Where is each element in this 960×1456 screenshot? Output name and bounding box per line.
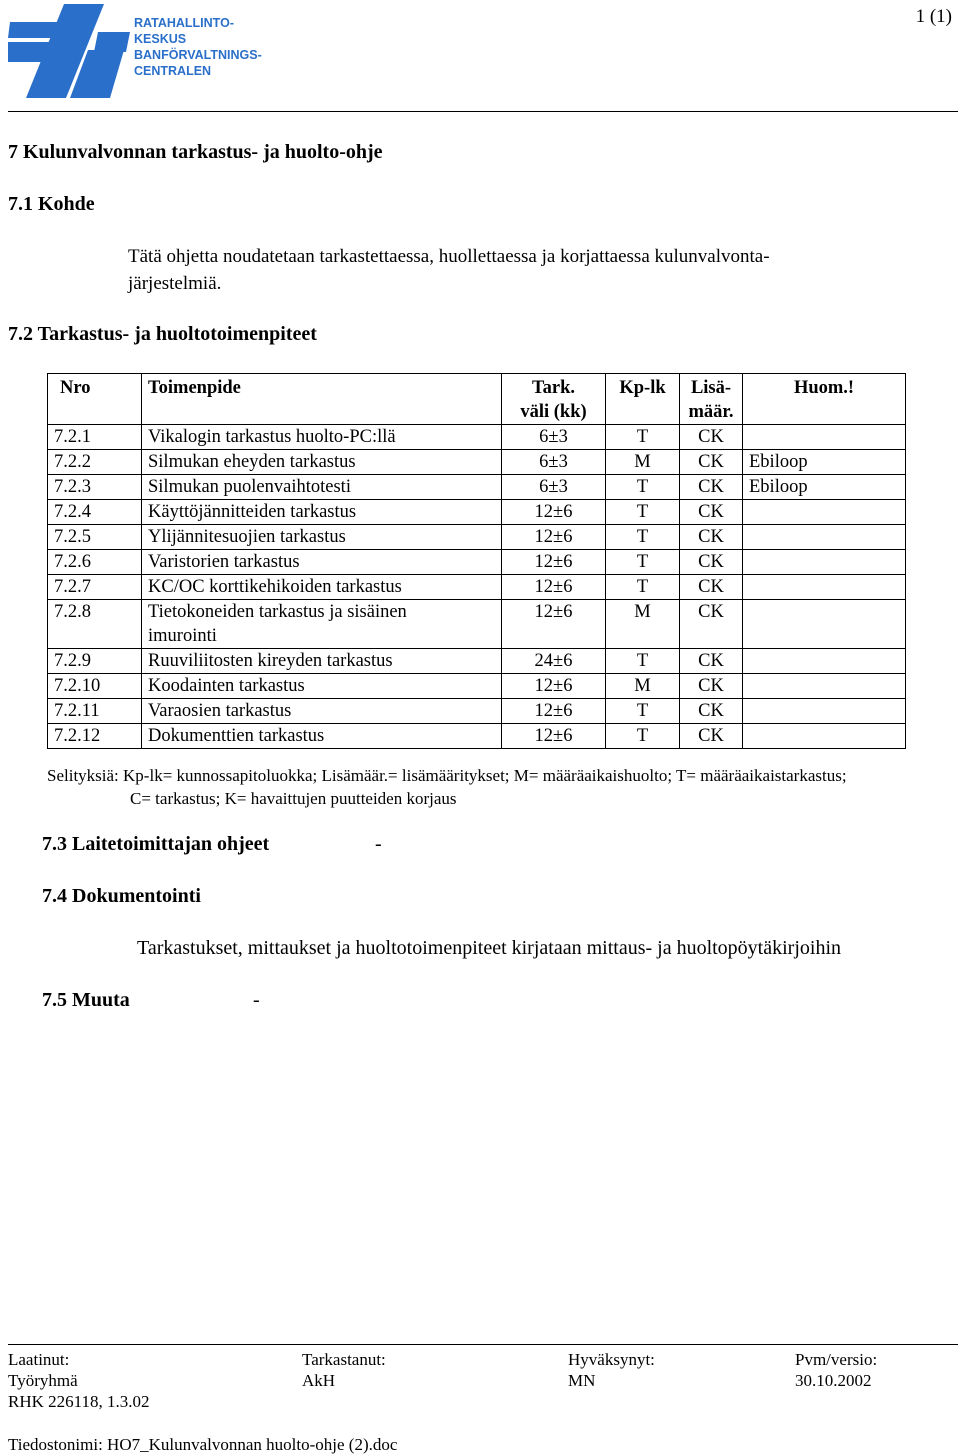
header-huom — [743, 374, 906, 425]
cell-huom — [743, 550, 906, 575]
cell-huom — [743, 525, 906, 550]
table-row — [48, 425, 906, 450]
cell-huom — [743, 450, 906, 475]
cell-toimenpide — [142, 600, 502, 649]
cell-nro-text: 7.2.2 — [54, 452, 91, 472]
cell-nro-text: 7.2.10 — [54, 676, 101, 696]
table-row — [48, 674, 906, 699]
cell-tark-vali — [502, 425, 606, 450]
header-tark-line-2: väli (kk) — [520, 402, 587, 422]
footer-divider — [8, 1344, 958, 1345]
cell-toimenpide-text: Käyttöjännitteiden tarkastus — [148, 502, 357, 522]
cell-tark-vali-text: 24±6 — [534, 651, 573, 671]
cell-kplk — [606, 699, 680, 724]
cell-tark-vali-text: 12±6 — [534, 676, 573, 696]
cell-kplk — [606, 450, 680, 475]
cell-nro — [48, 425, 142, 450]
table-row — [48, 550, 906, 575]
cell-kplk — [606, 500, 680, 525]
cell-nro — [48, 450, 142, 475]
cell-kplk — [606, 600, 680, 649]
section-7-3-title: 7.3 Laitetoimittajan ohjeet — [42, 833, 270, 855]
cell-lisamaar-text: CK — [698, 651, 724, 671]
cell-toimenpide-text: Vikalogin tarkastus huolto-PC:llä — [148, 427, 396, 447]
section-7-1-title: 7.1 Kohde — [8, 193, 95, 215]
cell-lisamaar-text: CK — [698, 676, 724, 696]
cell-tark-vali — [502, 724, 606, 749]
cell-tark-vali-text: 6±3 — [539, 452, 568, 472]
cell-lisamaar — [680, 575, 743, 600]
cell-toimenpide — [142, 674, 502, 699]
cell-nro-text: 7.2.3 — [54, 477, 91, 497]
cell-lisamaar-text: CK — [698, 602, 724, 622]
section-7-4-text: Tarkastukset, mittaukset ja huoltotoimenpiteet kirjataan mittaus- ja huoltopöytäkirjoihin — [137, 937, 842, 959]
table-legend — [47, 764, 847, 810]
section-7-5-value: - — [253, 989, 260, 1011]
table-row — [48, 699, 906, 724]
organization-logo — [6, 2, 130, 98]
cell-huom — [743, 500, 906, 525]
logo-line-3: BANFÖRVALTNINGS- — [134, 48, 262, 62]
cell-lisamaar — [680, 450, 743, 475]
cell-tark-vali — [502, 600, 606, 649]
cell-huom-text: Ebiloop — [749, 452, 808, 472]
cell-tark-vali-text: 12±6 — [534, 502, 573, 522]
table-row — [48, 600, 906, 649]
cell-nro — [48, 550, 142, 575]
cell-huom — [743, 724, 906, 749]
cell-nro — [48, 475, 142, 500]
cell-kplk — [606, 724, 680, 749]
legend-line-1: Selityksiä: Kp-lk= kunnossapitoluokka; Lisämäär.= lisämääritykset; M= määräaikaishuolto; T= määräaikaistarkastus; — [47, 766, 847, 785]
cell-lisamaar — [680, 475, 743, 500]
cell-kplk-text: M — [634, 602, 651, 622]
cell-nro-text: 7.2.1 — [54, 427, 91, 447]
page-number: 1 (1) — [915, 6, 952, 27]
cell-tark-vali-text: 6±3 — [539, 427, 568, 447]
cell-tark-vali-text: 12±6 — [534, 701, 573, 721]
cell-nro-text: 7.2.12 — [54, 726, 101, 746]
cell-lisamaar — [680, 500, 743, 525]
cell-kplk-text: T — [636, 651, 649, 671]
table-row — [48, 649, 906, 674]
footer-laatinut-value: Työryhmä — [8, 1371, 78, 1390]
footer-filename: Tiedostonimi: HO7_Kulunvalvonnan huolto-ohje (2).doc — [8, 1435, 398, 1454]
footer-tarkastanut-value: AkH — [302, 1371, 336, 1390]
header-nro-text: Nro — [60, 378, 91, 398]
cell-toimenpide — [142, 475, 502, 500]
cell-nro-text: 7.2.8 — [54, 602, 91, 622]
cell-toimenpide-text: Koodainten tarkastus — [148, 676, 305, 696]
cell-kplk-text: T — [636, 552, 649, 572]
section-7-3-value: - — [375, 833, 382, 855]
cell-lisamaar-text: CK — [698, 502, 724, 522]
cell-kplk-text: T — [636, 527, 649, 547]
cell-toimenpide — [142, 699, 502, 724]
footer-laatinut-label: Laatinut: — [8, 1350, 70, 1369]
section-7-1-text-line-2: järjestelmiä. — [128, 273, 222, 294]
cell-lisamaar-text: CK — [698, 726, 724, 746]
cell-toimenpide-text: Silmukan puolenvaihtotesti — [148, 477, 351, 497]
cell-kplk-text: M — [634, 452, 651, 472]
cell-lisamaar — [680, 699, 743, 724]
cell-kplk-text: T — [636, 577, 649, 597]
cell-lisamaar — [680, 600, 743, 649]
cell-tark-vali — [502, 450, 606, 475]
logo-mark-icon — [6, 2, 130, 98]
table-row — [48, 525, 906, 550]
cell-lisamaar-text: CK — [698, 577, 724, 597]
cell-nro-text: 7.2.11 — [54, 701, 100, 721]
cell-kplk-text: T — [636, 427, 649, 447]
cell-tark-vali — [502, 575, 606, 600]
header-lisamaar — [680, 374, 743, 425]
cell-kplk — [606, 550, 680, 575]
logo-text — [134, 15, 262, 79]
cell-toimenpide — [142, 525, 502, 550]
footer-hyvaksynyt — [568, 1349, 655, 1391]
cell-lisamaar-text: CK — [698, 527, 724, 547]
table-row — [48, 475, 906, 500]
cell-toimenpide — [142, 425, 502, 450]
cell-lisamaar — [680, 649, 743, 674]
footer-tarkastanut — [302, 1349, 386, 1391]
maintenance-table — [47, 373, 906, 749]
cell-lisamaar-text: CK — [698, 477, 724, 497]
cell-toimenpide-line-2: imurointi — [148, 626, 217, 646]
logo-line-4: CENTRALEN — [134, 64, 212, 78]
cell-tark-vali-text: 12±6 — [534, 602, 573, 622]
section-7-1-text — [128, 243, 770, 297]
cell-huom — [743, 475, 906, 500]
cell-huom — [743, 600, 906, 649]
cell-kplk-text: T — [636, 477, 649, 497]
cell-nro-text: 7.2.7 — [54, 577, 91, 597]
cell-tark-vali-text: 12±6 — [534, 527, 573, 547]
header-kplk — [606, 374, 680, 425]
cell-kplk — [606, 475, 680, 500]
cell-kplk-text: T — [636, 726, 649, 746]
cell-tark-vali — [502, 674, 606, 699]
cell-toimenpide — [142, 450, 502, 475]
cell-nro — [48, 674, 142, 699]
header-lisa-line-2: määr. — [688, 402, 734, 422]
cell-nro-text: 7.2.5 — [54, 527, 91, 547]
cell-lisamaar-text: CK — [698, 552, 724, 572]
footer-pvm — [795, 1349, 877, 1391]
footer-pvm-value: 30.10.2002 — [795, 1371, 872, 1390]
cell-huom — [743, 699, 906, 724]
cell-tark-vali-text: 12±6 — [534, 552, 573, 572]
cell-huom — [743, 649, 906, 674]
cell-huom — [743, 674, 906, 699]
cell-toimenpide — [142, 649, 502, 674]
cell-kplk-text: M — [634, 676, 651, 696]
cell-tark-vali — [502, 649, 606, 674]
cell-lisamaar — [680, 425, 743, 450]
cell-kplk — [606, 425, 680, 450]
cell-tark-vali — [502, 525, 606, 550]
cell-tark-vali — [502, 699, 606, 724]
header-divider — [8, 111, 958, 112]
cell-nro-text: 7.2.6 — [54, 552, 91, 572]
logo-line-1: RATAHALLINTO- — [134, 16, 234, 30]
cell-toimenpide — [142, 575, 502, 600]
cell-nro — [48, 600, 142, 649]
cell-nro — [48, 500, 142, 525]
footer-hyvaksynyt-value: MN — [568, 1371, 596, 1390]
cell-toimenpide — [142, 500, 502, 525]
footer-tarkastanut-label: Tarkastanut: — [302, 1350, 386, 1369]
cell-kplk-text: T — [636, 701, 649, 721]
cell-tark-vali — [502, 550, 606, 575]
cell-huom — [743, 425, 906, 450]
cell-toimenpide-text: Ylijännitesuojien tarkastus — [148, 527, 346, 547]
cell-toimenpide-text: Ruuviliitosten kireyden tarkastus — [148, 651, 393, 671]
header-lisa-line-1: Lisä- — [690, 378, 732, 398]
footer-hyvaksynyt-label: Hyväksynyt: — [568, 1350, 655, 1369]
cell-kplk — [606, 674, 680, 699]
cell-lisamaar-text: CK — [698, 452, 724, 472]
cell-toimenpide-text: Tietokoneiden tarkastus ja sisäinen — [148, 602, 407, 622]
cell-kplk — [606, 575, 680, 600]
header-huom-text: Huom.! — [793, 378, 855, 398]
table-row — [48, 724, 906, 749]
table-header-row — [48, 374, 906, 425]
header-kplk-text: Kp-lk — [619, 378, 666, 398]
cell-toimenpide-text: Dokumenttien tarkastus — [148, 726, 325, 746]
section-7-2-title: 7.2 Tarkastus- ja huoltotoimenpiteet — [8, 323, 317, 345]
cell-lisamaar-text: CK — [698, 427, 724, 447]
section-7-1-text-line-1: Tätä ohjetta noudatetaan tarkastettaessa, huollettaessa ja korjattaessa kulunvalvonta- — [128, 246, 770, 267]
footer-pvm-label: Pvm/versio: — [795, 1350, 878, 1369]
cell-lisamaar — [680, 550, 743, 575]
section-7-4-title: 7.4 Dokumentointi — [42, 885, 201, 907]
cell-tark-vali-text: 12±6 — [534, 726, 573, 746]
cell-toimenpide-text: Varistorien tarkastus — [148, 552, 300, 572]
legend-line-2: C= tarkastus; K= havaittujen puutteiden korjaus — [130, 789, 457, 808]
cell-lisamaar — [680, 525, 743, 550]
cell-nro-text: 7.2.9 — [54, 651, 91, 671]
cell-nro — [48, 649, 142, 674]
section-7-title: 7 Kulunvalvonnan tarkastus- ja huolto-ohje — [8, 141, 383, 163]
cell-lisamaar — [680, 674, 743, 699]
cell-toimenpide-text: Varaosien tarkastus — [148, 701, 292, 721]
header-toimenpide-text: Toimenpide — [148, 378, 241, 398]
cell-kplk — [606, 649, 680, 674]
cell-tark-vali-text: 6±3 — [539, 477, 568, 497]
cell-nro — [48, 525, 142, 550]
cell-tark-vali-text: 12±6 — [534, 577, 573, 597]
cell-toimenpide — [142, 724, 502, 749]
cell-toimenpide-text: Silmukan eheyden tarkastus — [148, 452, 356, 472]
table-row — [48, 575, 906, 600]
table-row — [48, 450, 906, 475]
cell-nro-text: 7.2.4 — [54, 502, 91, 522]
header-toimenpide — [142, 374, 502, 425]
cell-nro — [48, 724, 142, 749]
cell-lisamaar-text: CK — [698, 701, 724, 721]
logo-line-2: KESKUS — [134, 32, 187, 46]
table-row — [48, 500, 906, 525]
cell-nro — [48, 575, 142, 600]
footer-laatinut — [8, 1349, 150, 1412]
cell-huom-text: Ebiloop — [749, 477, 808, 497]
header-nro — [48, 374, 142, 425]
header-tark-line-1: Tark. — [531, 378, 576, 398]
cell-lisamaar — [680, 724, 743, 749]
cell-huom — [743, 575, 906, 600]
cell-toimenpide — [142, 550, 502, 575]
footer-reference: RHK 226118, 1.3.02 — [8, 1392, 150, 1411]
cell-tark-vali — [502, 500, 606, 525]
cell-tark-vali — [502, 475, 606, 500]
header-tark-vali — [502, 374, 606, 425]
cell-kplk — [606, 525, 680, 550]
section-7-5-title: 7.5 Muuta — [42, 989, 130, 1011]
cell-toimenpide-text: KC/OC korttikehikoiden tarkastus — [148, 577, 402, 597]
cell-kplk-text: T — [636, 502, 649, 522]
cell-nro — [48, 699, 142, 724]
